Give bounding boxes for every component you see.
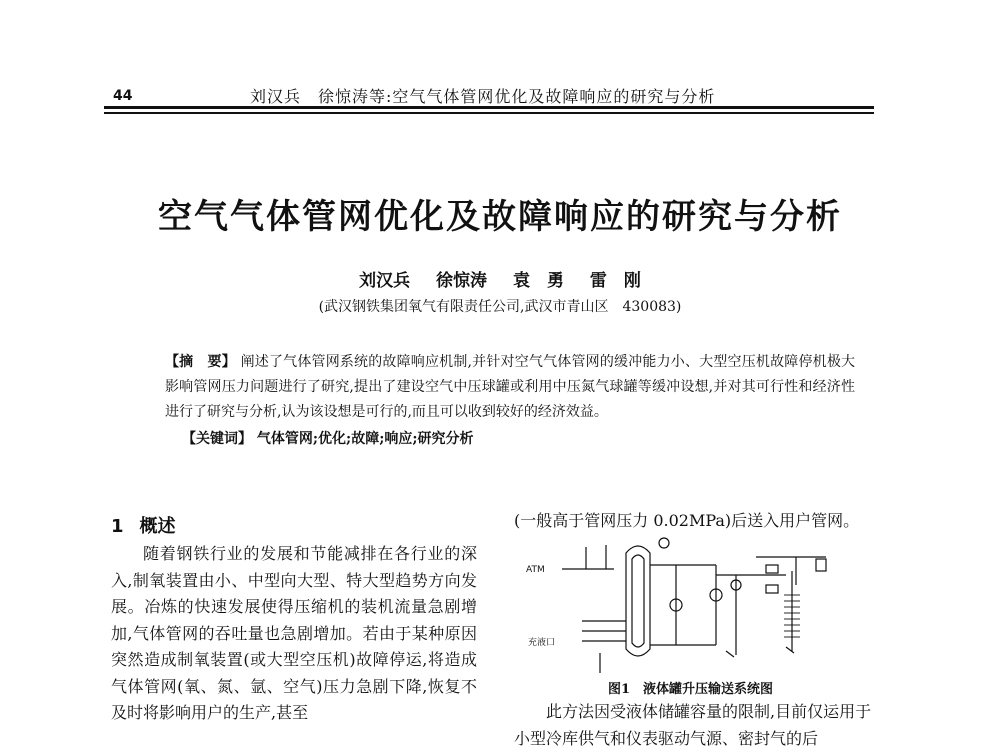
section-title: 概述 — [139, 516, 176, 537]
right-paragraph-text: 此方法因受液体储罐容量的限制,目前仅运用于小型冷库供气和仪表驱动气源、密封气的后 — [514, 702, 872, 748]
section-number: 1 — [111, 516, 124, 537]
keywords-label: 【关键词】 — [182, 431, 252, 447]
atm-label: ATM — [526, 565, 545, 575]
header-rule-thin — [104, 112, 874, 114]
right-column-top-line: (一般高于管网压力 0.02MPa)后送入用户管网。 — [514, 511, 860, 530]
abstract — [165, 350, 855, 425]
section-heading — [111, 512, 176, 538]
author-1: 刘汉兵 — [359, 271, 411, 291]
author-3: 袁 勇 — [512, 271, 564, 291]
author-4: 雷 刚 — [589, 271, 641, 291]
running-head: 刘汉兵 徐惊涛等:空气气体管网优化及故障响应的研究与分析 — [250, 87, 716, 106]
figure-caption: 图1 液体罐升压输送系统图 — [608, 682, 774, 697]
left-column — [111, 541, 477, 727]
paper-title: 空气气体管网优化及故障响应的研究与分析 — [158, 197, 842, 237]
intro-paragraph: 随着钢铁行业的发展和节能减排在各行业的深入,制氧装置由小、中型向大型、特大型趋势方向发展。冶炼的快速发展使得压缩机的装机流量急剧增加,气体管网的吞吐量也急剧增加。若由于某种原因突然造成制氧装置(或大型空压机)故障停运,将造成气体管网(氧、氮、氩、空气)压力急剧下降,恢复不及时将影响用户的生产,甚至 — [111, 544, 477, 722]
abstract-label: 【摘 要】 — [165, 354, 236, 370]
fill-port-label: 充液口 — [528, 638, 556, 648]
system-diagram-figure — [526, 535, 866, 675]
abstract-text: 阐述了气体管网系统的故障响应机制,并针对空气气体管网的缓冲能力小、大型空压机故障停机极大影响管网压力问题进行了研究,提出了建设空气中压球罐或利用中压氮气球罐等缓冲设想,并对其可行性和经济性进行了研究与分析,认为该设想是可行的,而且可以收到较好的经济效益。 — [165, 354, 856, 420]
page-number: 44 — [113, 88, 133, 104]
keywords — [182, 428, 474, 448]
author-2: 徐惊涛 — [436, 271, 488, 291]
affiliation: (武汉钢铁集团氧气有限责任公司,武汉市青山区 430083) — [318, 299, 682, 315]
author-list — [0, 266, 1000, 291]
right-column-paragraph — [514, 699, 874, 752]
keywords-text: 气体管网;优化;故障;响应;研究分析 — [256, 431, 474, 447]
header-rule-thick — [104, 106, 874, 109]
